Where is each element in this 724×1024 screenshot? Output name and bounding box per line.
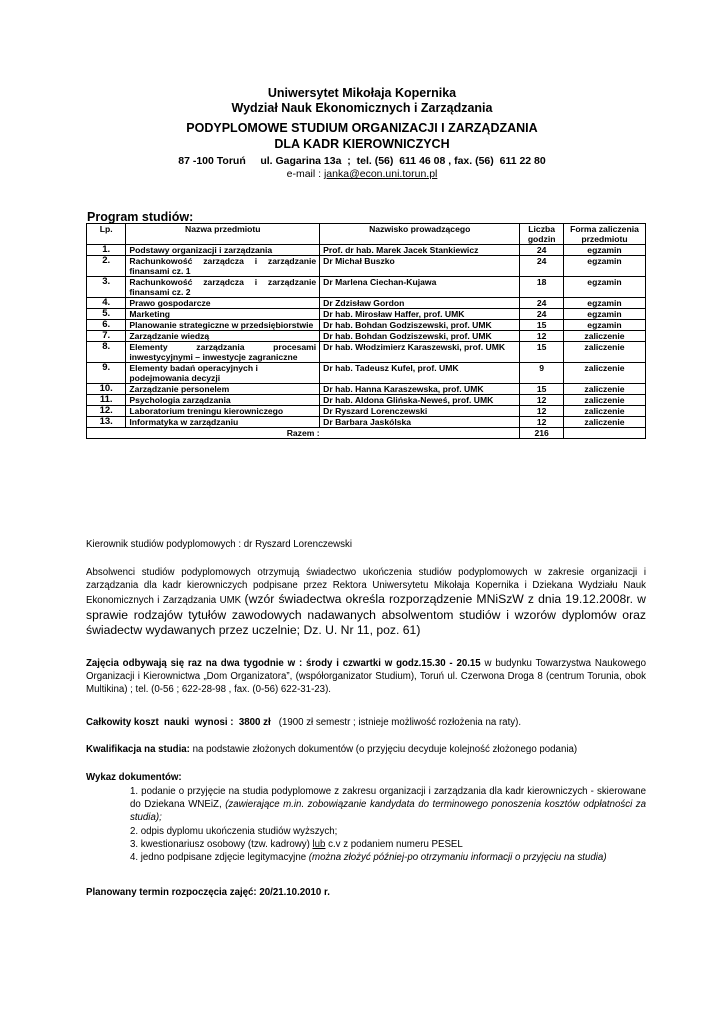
row-form: zaliczenie xyxy=(563,395,645,406)
table-row xyxy=(87,384,646,395)
faculty-name: Wydział Nauk Ekonomicznych i Zarządzania xyxy=(231,101,493,115)
total-label: Razem : xyxy=(87,428,520,439)
row-hours: 12 xyxy=(520,417,564,428)
certificate-regulation: (wzór świadectwa określa rozporządzenie MNiSzW z dnia 19.12.2008r. w sprawie rodzajów tytułów zawodowych nadawanych absolwentom studiów i wzorów dyplomów oraz świadectw wydawanych przez uczelnie; Dz. U. Nr 11, poz. 61) xyxy=(86,592,646,638)
row-teacher: Dr hab. Tadeusz Kufel, prof. UMK xyxy=(320,363,520,384)
table-row xyxy=(87,342,646,363)
row-hours: 24 xyxy=(520,309,564,320)
col-header-form: Forma zaliczenia przedmiotu xyxy=(563,224,645,245)
cost-note: (1900 zł semestr ; istnieje możliwość rozłożenia na raty). xyxy=(270,717,522,728)
row-subject: Psychologia zarządzania xyxy=(126,395,320,406)
table-total-row xyxy=(87,428,646,439)
classes-paragraph xyxy=(86,657,646,697)
table-header-row xyxy=(87,224,646,245)
row-form: egzamin xyxy=(563,298,645,309)
row-form: zaliczenie xyxy=(563,406,645,417)
row-subject: Rachunkowość zarządcza i zarządzanie finansami cz. 2 xyxy=(126,277,320,298)
row-lp: 13. xyxy=(87,417,126,428)
row-hours: 12 xyxy=(520,406,564,417)
row-form: egzamin xyxy=(563,245,645,256)
row-subject: Informatyka w zarządzaniu xyxy=(126,417,320,428)
row-subject: Zarządzanie wiedzą xyxy=(126,331,320,342)
row-teacher: Dr hab. Hanna Karaszewska, prof. UMK xyxy=(320,384,520,395)
classes-location: w budynku Towarzystwa Naukowego Organizacji i Kierownictwa „Dom Organizatora”, (współorganizator Studium), Toruń ul. Czerwona Droga 8 (centrum Torunia, obok Multikina) ; tel. (0-56 ; 622-28-98 , fax. (0-56) 622-31-23). xyxy=(86,658,646,696)
row-subject: Podstawy organizacji i zarządzania xyxy=(126,245,320,256)
program-title: Program studiów: xyxy=(87,210,194,224)
row-subject: Zarządzanie personelem xyxy=(126,384,320,395)
table-row xyxy=(87,363,646,384)
total-form-empty xyxy=(563,428,645,439)
row-hours: 24 xyxy=(520,298,564,309)
row-teacher: Dr Zdzisław Gordon xyxy=(320,298,520,309)
document-item-4 xyxy=(130,851,646,864)
table-row xyxy=(87,320,646,331)
certificate-text: Absolwenci studiów podyplomowych otrzymują świadectwo ukończenia studiów podyplomowych w zakresie organizacji i zarządzania dla kadr kierowniczych podpisane przez Rektora Uniwersytetu Mikołaja Kopernika i Dziekana Wydziału Nauk Ekonomicznych i Zarządzania UMK xyxy=(86,567,646,607)
cost-paragraph xyxy=(86,716,646,729)
document-item-3-text: 3. kwestionariusz osobowy (tzw. kadrowy) xyxy=(130,838,313,850)
table-row xyxy=(87,331,646,342)
row-subject: Laboratorium treningu kierowniczego xyxy=(126,406,320,417)
document-item-3-lub: lub xyxy=(312,838,326,850)
row-subject: Elementy zarządzania procesami inwestycyjnymi – inwestycje zagraniczne xyxy=(126,342,320,363)
row-hours: 12 xyxy=(520,331,564,342)
row-hours: 9 xyxy=(520,363,564,384)
row-lp: 5. xyxy=(87,309,126,320)
row-teacher: Dr Ryszard Lorenczewski xyxy=(320,406,520,417)
address-line: 87 -100 Toruń ul. Gagarina 13a ; tel. (56) 611 46 08 , fax. (56) 611 22 80 xyxy=(178,155,546,167)
row-form: egzamin xyxy=(563,277,645,298)
manager-line: Kierownik studiów podyplomowych : dr Ryszard Lorenczewski xyxy=(86,539,352,550)
start-date: Planowany termin rozpoczęcia zajęć: 20/21.10.2010 r. xyxy=(86,887,330,898)
row-subject: Marketing xyxy=(126,309,320,320)
table-row xyxy=(87,309,646,320)
row-hours: 18 xyxy=(520,277,564,298)
row-lp: 8. xyxy=(87,342,126,363)
row-lp: 9. xyxy=(87,363,126,384)
classes-schedule: Zajęcia odbywają się raz na dwa tygodnie w : środy i czwartki w godz.15.30 - 20.15 xyxy=(86,658,481,669)
row-lp: 10. xyxy=(87,384,126,395)
row-teacher: Dr Barbara Jaskólska xyxy=(320,417,520,428)
row-form: zaliczenie xyxy=(563,342,645,363)
email-label: e-mail : xyxy=(286,168,324,180)
qualification-text: na podstawie złożonych dokumentów (o przyjęciu decyduje kolejność złożonego podania) xyxy=(189,744,578,755)
row-teacher: Prof. dr hab. Marek Jacek Stankiewicz xyxy=(320,245,520,256)
row-hours: 12 xyxy=(520,395,564,406)
row-lp: 11. xyxy=(87,395,126,406)
study-title-line1: PODYPLOMOWE STUDIUM ORGANIZACJI I ZARZĄDZANIA xyxy=(186,121,538,135)
row-subject: Elementy badań operacyjnych i podejmowania decyzji xyxy=(126,363,320,384)
row-teacher: Dr hab. Bohdan Godziszewski, prof. UMK xyxy=(320,331,520,342)
row-lp: 4. xyxy=(87,298,126,309)
total-hours: 216 xyxy=(520,428,564,439)
row-form: egzamin xyxy=(563,256,645,277)
row-form: egzamin xyxy=(563,320,645,331)
documents-list xyxy=(130,785,646,864)
row-teacher: Dr hab. Aldona Glińska-Neweś, prof. UMK xyxy=(320,395,520,406)
program-table xyxy=(86,223,646,439)
document-item-1-note: (zawierające m.in. zobowiązanie kandydata do terminowego ponoszenia kosztów odpłatności za studia); xyxy=(130,799,647,824)
document-item-3 xyxy=(130,838,646,851)
row-lp: 6. xyxy=(87,320,126,331)
row-hours: 24 xyxy=(520,256,564,277)
row-lp: 1. xyxy=(87,245,126,256)
qualification-paragraph xyxy=(86,743,646,756)
table-row xyxy=(87,298,646,309)
row-form: zaliczenie xyxy=(563,331,645,342)
col-header-lp: Lp. xyxy=(87,224,126,245)
row-lp: 3. xyxy=(87,277,126,298)
table-row xyxy=(87,277,646,298)
email-link[interactable]: janka@econ.uni.torun.pl xyxy=(323,168,438,180)
col-header-teacher: Nazwisko prowadzącego xyxy=(320,224,520,245)
table-row xyxy=(87,245,646,256)
row-hours: 15 xyxy=(520,320,564,331)
document-item-3-text-end: c.v z podaniem numeru PESEL xyxy=(325,838,463,850)
table-row xyxy=(87,395,646,406)
row-subject: Prawo gospodarcze xyxy=(126,298,320,309)
row-teacher: Dr Michał Buszko xyxy=(320,256,520,277)
email-line xyxy=(60,168,664,180)
row-form: zaliczenie xyxy=(563,417,645,428)
certificate-paragraph xyxy=(86,566,646,639)
table-row xyxy=(87,256,646,277)
cost-amount: Całkowity koszt nauki wynosi : 3800 zł xyxy=(86,717,271,728)
university-name: Uniwersytet Mikołaja Kopernika xyxy=(267,86,457,100)
row-subject: Planowanie strategiczne w przedsiębiorstwie xyxy=(126,320,320,331)
row-subject: Rachunkowość zarządcza i zarządzanie finansami cz. 1 xyxy=(126,256,320,277)
row-hours: 15 xyxy=(520,342,564,363)
row-hours: 24 xyxy=(520,245,564,256)
document-item-2: 2. odpis dyplomu ukończenia studiów wyższych; xyxy=(130,825,338,837)
qualification-label: Kwalifikacja na studia: xyxy=(86,744,190,755)
row-teacher: Dr hab. Mirosław Haffer, prof. UMK xyxy=(320,309,520,320)
row-hours: 15 xyxy=(520,384,564,395)
document-item-4-note: (można złożyć później-po otrzymaniu informacji o przyjęciu na studia) xyxy=(308,852,607,864)
document-item-1 xyxy=(130,785,646,825)
row-form: zaliczenie xyxy=(563,384,645,395)
col-header-subject: Nazwa przedmiotu xyxy=(126,224,320,245)
col-header-hours: Liczba godzin xyxy=(520,224,564,245)
row-teacher: Dr Marlena Ciechan-Kujawa xyxy=(320,277,520,298)
row-form: zaliczenie xyxy=(563,363,645,384)
document-item-4-text: 4. jedno podpisane zdjęcie legitymacyjne xyxy=(130,852,309,864)
row-form: egzamin xyxy=(563,309,645,320)
row-lp: 7. xyxy=(87,331,126,342)
document-item-1-text: 1. podanie o przyjęcie na studia podyplomowe z zakresu organizacji i zarządzania dla kadr kierowniczych - skierowane do Dziekana WNEiZ, xyxy=(130,786,646,811)
table-row xyxy=(87,417,646,428)
documents-title: Wykaz dokumentów: xyxy=(86,772,182,783)
table-row xyxy=(87,406,646,417)
row-teacher: Dr hab. Włodzimierz Karaszewski, prof. UMK xyxy=(320,342,520,363)
row-lp: 2. xyxy=(87,256,126,277)
study-title-line2: DLA KADR KIEROWNICZYCH xyxy=(274,137,450,151)
row-lp: 12. xyxy=(87,406,126,417)
row-teacher: Dr hab. Bohdan Godziszewski, prof. UMK xyxy=(320,320,520,331)
